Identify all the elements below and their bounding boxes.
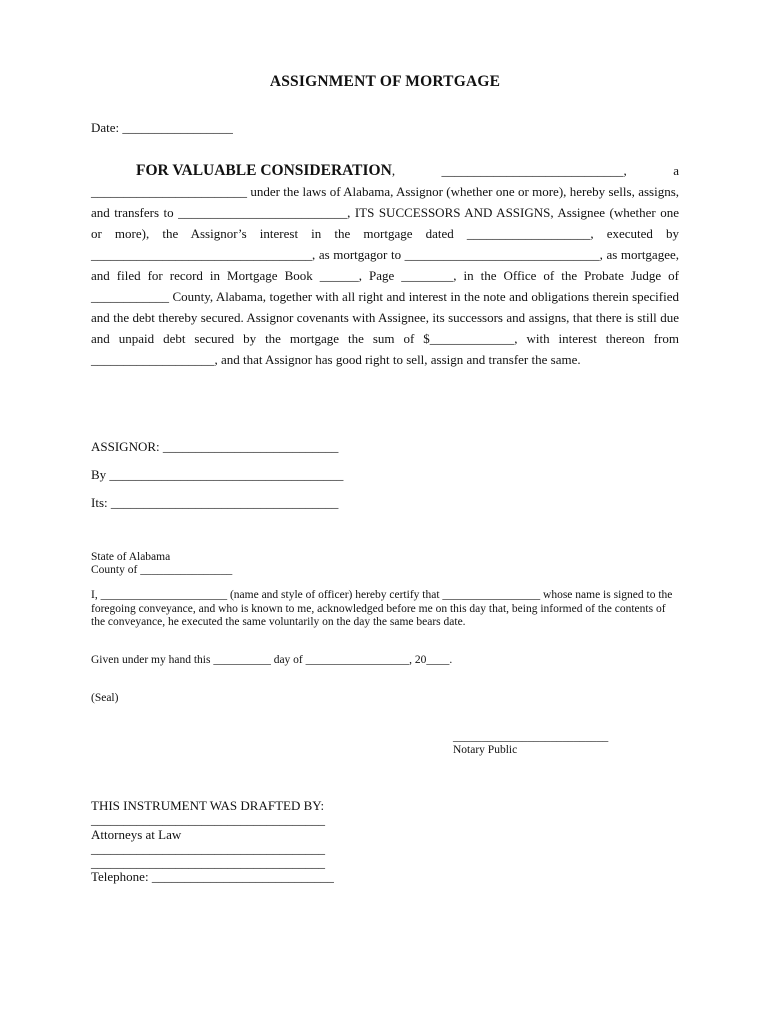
assignor-signature-line: ASSIGNOR: ___________________________ bbox=[91, 439, 339, 454]
document-title: ASSIGNMENT OF MORTGAGE bbox=[269, 73, 501, 90]
notary-certificate-paragraph: I, ______________________ (name and style of officer) hereby certify that _________________ whose name is signed to the foregoing conveyance, and who is known to me, acknowledged before me on this day that, being informed of the contents of the conveyance, he executed the same voluntarily on the day the same bears date. bbox=[91, 589, 673, 628]
consideration-blank: , ____________________________, bbox=[391, 163, 627, 178]
drafter-address-line-1: ____________________________________ bbox=[91, 841, 325, 856]
assignment-paragraph bbox=[91, 160, 679, 370]
seal-label: (Seal) bbox=[91, 692, 119, 704]
attorneys-at-law-label: Attorneys at Law bbox=[91, 827, 182, 842]
consideration-heading: FOR VALUABLE CONSIDERATION bbox=[136, 162, 392, 179]
notary-signature-line: ___________________________ bbox=[453, 731, 609, 743]
by-signature-line: By ____________________________________ bbox=[91, 467, 344, 482]
assignment-body-text: a ________________________ under the laws of Alabama, Assignor (whether one or more), hereby sells, assigns, and transfers to __________________________, ITS SUCCESSORS AND ASSIGNS, Assignee (whether one or more), the Assignor’s interest in the mortgage dated ___________________, executed by __________________________________, as mortgagor to ______________________________, as mortgagee, and filed for record in Mortgage Book ______, Page ________, in the Office of the Probate Judge of ____________ County, Alabama, together with all right and interest in the note and obligations therein specified and the debt thereby secured. Assignor covenants with Assignee, its successors and assigns, that there is still due and unpaid debt secured by the mortgage the sum of $_____________, with interest thereon from ___________________, and that Assignor has good right to sell, assign and transfer the same. bbox=[91, 163, 679, 367]
date-line: Date: _________________ bbox=[91, 120, 233, 135]
notary-public-label: Notary Public bbox=[453, 744, 518, 756]
drafted-by-label: THIS INSTRUMENT WAS DRAFTED BY: bbox=[91, 798, 325, 813]
drafter-address-line-2: ____________________________________ bbox=[91, 855, 325, 870]
county-line: County of ________________ bbox=[91, 564, 233, 576]
its-title-line: Its: ___________________________________ bbox=[91, 495, 339, 510]
telephone-line: Telephone: ____________________________ bbox=[91, 869, 334, 884]
given-under-hand-line: Given under my hand this __________ day of __________________, 20____. bbox=[91, 654, 453, 666]
state-line: State of Alabama bbox=[91, 551, 171, 563]
drafter-name-line: ____________________________________ bbox=[91, 812, 325, 827]
